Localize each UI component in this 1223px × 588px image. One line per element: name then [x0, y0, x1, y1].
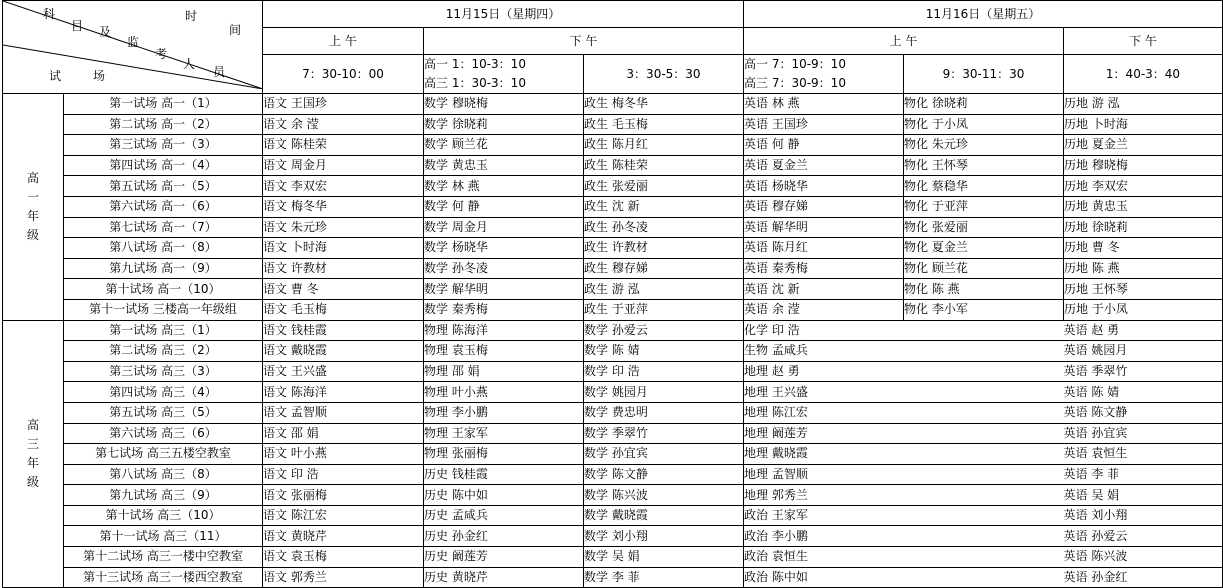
- proctor-cell: 英语 秦秀梅: [744, 258, 904, 279]
- grade-label-char: 高: [26, 417, 39, 432]
- proctor-cell: 政生 陈月红: [584, 135, 744, 156]
- proctor-cell: 物化 陈 燕: [904, 279, 1064, 300]
- proctor-cell: 地理 孟智顺: [744, 464, 904, 485]
- proctor-cell: 数学 刘小翔: [584, 526, 744, 547]
- proctor-cell: 生物 孟咸兵: [744, 341, 904, 362]
- proctor-cell: 政治 陈中如: [744, 567, 904, 588]
- room-cell: 第三试场 高三（3）: [64, 361, 263, 382]
- proctor-cell: 语文 卜时海: [263, 238, 424, 259]
- proctor-cell: 语文 叶小燕: [263, 444, 424, 465]
- proctor-cell: 语文 余 滢: [263, 114, 424, 135]
- proctor-cell: 地理 郭秀兰: [744, 485, 904, 506]
- proctor-cell: 历地 王怀琴: [1064, 279, 1223, 300]
- proctor-cell: 英语 孙金红: [1064, 567, 1223, 588]
- proctor-cell: 物理 叶小燕: [424, 382, 584, 403]
- proctor-cell: 数学 李 菲: [584, 567, 744, 588]
- proctor-cell: [904, 526, 1064, 547]
- proctor-cell: 语文 钱桂霞: [263, 320, 424, 341]
- proctor-cell: 语文 印 浩: [263, 464, 424, 485]
- table-row: [3, 567, 1223, 588]
- corner-word: 时: [185, 9, 198, 23]
- table-row: [3, 464, 1223, 485]
- proctor-cell: [904, 444, 1064, 465]
- proctor-cell: 物理 张丽梅: [424, 444, 584, 465]
- proctor-cell: 地理 陈江宏: [744, 402, 904, 423]
- proctor-cell: 数学 陈 婧: [584, 341, 744, 362]
- proctor-cell: [904, 341, 1064, 362]
- day2-header: 11月16日（星期五）: [744, 1, 1223, 28]
- corner-word: 员: [213, 65, 226, 79]
- proctor-cell: [904, 547, 1064, 568]
- proctor-cell: 政治 袁恒生: [744, 547, 904, 568]
- proctor-cell: 地理 王兴盛: [744, 382, 904, 403]
- proctor-cell: 语文 陈江宏: [263, 505, 424, 526]
- table-row: [3, 217, 1223, 238]
- corner-word: 目: [71, 19, 84, 33]
- proctor-cell: 语文 陈桂荣: [263, 135, 424, 156]
- proctor-cell: [904, 505, 1064, 526]
- proctor-cell: [904, 361, 1064, 382]
- proctor-cell: 政治 李小鹏: [744, 526, 904, 547]
- proctor-cell: 数学 黄忠玉: [424, 155, 584, 176]
- proctor-cell: 语文 袁玉梅: [263, 547, 424, 568]
- proctor-cell: 政生 穆存娣: [584, 258, 744, 279]
- grade-label-char: 三: [26, 436, 39, 451]
- proctor-cell: 英语 沈 新: [744, 279, 904, 300]
- proctor-cell: 数学 解华明: [424, 279, 584, 300]
- corner-word: 监: [127, 35, 140, 49]
- corner-word: 科: [43, 7, 56, 21]
- proctor-cell: 物化 于小凤: [904, 114, 1064, 135]
- proctor-cell: 英语 何 静: [744, 135, 904, 156]
- proctor-cell: 物理 邵 娟: [424, 361, 584, 382]
- grade1-label: [3, 94, 64, 321]
- proctor-cell: 历史 钱桂霞: [424, 464, 584, 485]
- room-cell: 第十一试场 三楼高一年级组: [64, 299, 263, 320]
- grade-label-char: 级: [26, 227, 39, 242]
- proctor-cell: 英语 解华明: [744, 217, 904, 238]
- room-cell: 第十二试场 高三一楼中空教室: [64, 547, 263, 568]
- proctor-cell: 语文 王国珍: [263, 94, 424, 115]
- table-row: [3, 176, 1223, 197]
- proctor-cell: 地理 戴晓霞: [744, 444, 904, 465]
- proctor-cell: 英语 季翠竹: [1064, 361, 1223, 382]
- proctor-cell: 语文 孟智顺: [263, 402, 424, 423]
- table-row: [3, 402, 1223, 423]
- proctor-cell: 物理 袁玉梅: [424, 341, 584, 362]
- proctor-cell: 数学 陈兴波: [584, 485, 744, 506]
- table-row: [3, 485, 1223, 506]
- proctor-cell: 英语 孙宜宾: [1064, 423, 1223, 444]
- proctor-cell: 物化 王怀琴: [904, 155, 1064, 176]
- grade-label-char: 高: [26, 170, 39, 185]
- room-cell: 第九试场 高一（9）: [64, 258, 263, 279]
- proctor-cell: 数学 姚园月: [584, 382, 744, 403]
- day2-am-header: 上 午: [744, 28, 1064, 55]
- proctor-cell: 历地 徐晓莉: [1064, 217, 1223, 238]
- proctor-cell: 物化 夏金兰: [904, 238, 1064, 259]
- proctor-cell: 化学 印 浩: [744, 320, 904, 341]
- grade3-label: [3, 320, 64, 588]
- proctor-cell: 历史 阚莲芳: [424, 547, 584, 568]
- proctor-cell: 数学 季翠竹: [584, 423, 744, 444]
- proctor-cell: 政生 于亚萍: [584, 299, 744, 320]
- proctor-cell: 政生 游 泓: [584, 279, 744, 300]
- room-cell: 第七试场 高一（7）: [64, 217, 263, 238]
- proctor-cell: 数学 杨晓华: [424, 238, 584, 259]
- proctor-cell: 物化 于亚萍: [904, 196, 1064, 217]
- corner-word: 场: [93, 69, 106, 83]
- proctor-cell: 英语 陈月红: [744, 238, 904, 259]
- grade-label-char: 年: [26, 455, 39, 470]
- proctor-cell: 地理 阚莲芳: [744, 423, 904, 444]
- room-cell: 第十试场 高一（10）: [64, 279, 263, 300]
- proctor-cell: 数学 陈文静: [584, 464, 744, 485]
- proctor-cell: 物理 王家军: [424, 423, 584, 444]
- table-row: [3, 94, 1223, 115]
- proctor-cell: 英语 袁恒生: [1064, 444, 1223, 465]
- proctor-cell: 英语 李 菲: [1064, 464, 1223, 485]
- proctor-cell: 数学 印 浩: [584, 361, 744, 382]
- proctor-cell: 数学 戴晓霞: [584, 505, 744, 526]
- proctor-cell: 历史 孟咸兵: [424, 505, 584, 526]
- day1-am-slot: 7：30-10：00: [263, 55, 424, 94]
- proctor-cell: 政生 毛玉梅: [584, 114, 744, 135]
- proctor-cell: 英语 王国珍: [744, 114, 904, 135]
- proctor-cell: 数学 孙爱云: [584, 320, 744, 341]
- proctor-cell: [904, 485, 1064, 506]
- room-cell: 第四试场 高三（4）: [64, 382, 263, 403]
- corner-word: 考: [155, 47, 168, 61]
- proctor-cell: 历史 孙金红: [424, 526, 584, 547]
- room-cell: 第四试场 高一（4）: [64, 155, 263, 176]
- proctor-cell: 历地 卜时海: [1064, 114, 1223, 135]
- table-row: [3, 279, 1223, 300]
- proctor-cell: [904, 423, 1064, 444]
- proctor-cell: 历地 曹 冬: [1064, 238, 1223, 259]
- day2-pm-header: 下 午: [1064, 28, 1223, 55]
- slot-line: 高三 7：30-9：10: [744, 76, 846, 90]
- proctor-cell: 数学 顾兰花: [424, 135, 584, 156]
- proctor-cell: [904, 464, 1064, 485]
- day1-pm-slot-b: 3：30-5：30: [584, 55, 744, 94]
- proctor-cell: 英语 陈兴波: [1064, 547, 1223, 568]
- grade-label-char: 一: [26, 189, 39, 204]
- corner-word: 人: [183, 57, 196, 71]
- grade-label-char: 年: [26, 208, 39, 223]
- proctor-cell: 物理 陈海洋: [424, 320, 584, 341]
- table-row: [3, 505, 1223, 526]
- proctor-cell: 英语 陈 婧: [1064, 382, 1223, 403]
- table-row: [3, 547, 1223, 568]
- slot-line: 高三 1：30-3：10: [424, 76, 526, 90]
- day2-am-slot-a: [744, 55, 904, 94]
- corner-header-cell: [3, 1, 263, 94]
- proctor-cell: 英语 林 燕: [744, 94, 904, 115]
- room-cell: 第十三试场 高三一楼西空教室: [64, 567, 263, 588]
- proctor-cell: 数学 孙宜宾: [584, 444, 744, 465]
- proctor-cell: 数学 孙冬凌: [424, 258, 584, 279]
- proctor-cell: 语文 陈海洋: [263, 382, 424, 403]
- table-row: [3, 361, 1223, 382]
- proctor-cell: 语文 许教材: [263, 258, 424, 279]
- corner-word: 试: [49, 69, 62, 83]
- proctor-cell: 英语 穆存娣: [744, 196, 904, 217]
- room-cell: 第二试场 高一（2）: [64, 114, 263, 135]
- proctor-cell: 数学 吴 娟: [584, 547, 744, 568]
- table-row: [3, 196, 1223, 217]
- proctor-cell: 物化 徐晓莉: [904, 94, 1064, 115]
- proctor-cell: 物化 蔡稳华: [904, 176, 1064, 197]
- proctor-cell: 物化 朱元珍: [904, 135, 1064, 156]
- proctor-cell: 历史 陈中如: [424, 485, 584, 506]
- slot-line: 高一 7：10-9：10: [744, 57, 846, 71]
- table-row: [3, 135, 1223, 156]
- proctor-cell: 历地 陈 燕: [1064, 258, 1223, 279]
- exam-schedule-table: [2, 0, 1223, 588]
- table-row: [3, 423, 1223, 444]
- proctor-cell: 政治 王家军: [744, 505, 904, 526]
- proctor-cell: 物理 李小鹏: [424, 402, 584, 423]
- corner-word: 及: [99, 25, 112, 39]
- room-cell: 第六试场 高三（6）: [64, 423, 263, 444]
- room-cell: 第十一试场 高三（11）: [64, 526, 263, 547]
- proctor-cell: 历地 于小凤: [1064, 299, 1223, 320]
- room-cell: 第六试场 高一（6）: [64, 196, 263, 217]
- proctor-cell: 数学 秦秀梅: [424, 299, 584, 320]
- room-cell: 第一试场 高三（1）: [64, 320, 263, 341]
- proctor-cell: 英语 陈文静: [1064, 402, 1223, 423]
- proctor-cell: 语文 李双宏: [263, 176, 424, 197]
- proctor-cell: 英语 夏金兰: [744, 155, 904, 176]
- proctor-cell: 英语 余 滢: [744, 299, 904, 320]
- proctor-cell: 语文 梅冬华: [263, 196, 424, 217]
- table-row: [3, 444, 1223, 465]
- proctor-cell: 语文 朱元珍: [263, 217, 424, 238]
- table-row: [3, 526, 1223, 547]
- proctor-cell: 语文 毛玉梅: [263, 299, 424, 320]
- proctor-cell: 英语 吴 娟: [1064, 485, 1223, 506]
- room-cell: 第八试场 高一（8）: [64, 238, 263, 259]
- room-cell: 第一试场 高一（1）: [64, 94, 263, 115]
- proctor-cell: 英语 杨晓华: [744, 176, 904, 197]
- room-cell: 第三试场 高一（3）: [64, 135, 263, 156]
- grade-label-char: 级: [26, 474, 39, 489]
- table-row: [3, 341, 1223, 362]
- room-cell: 第二试场 高三（2）: [64, 341, 263, 362]
- proctor-cell: 政生 沈 新: [584, 196, 744, 217]
- slot-line: 高一 1：10-3：10: [424, 57, 526, 71]
- proctor-cell: 英语 姚园月: [1064, 341, 1223, 362]
- proctor-cell: [904, 320, 1064, 341]
- proctor-cell: 政生 梅冬华: [584, 94, 744, 115]
- proctor-cell: 历地 李双宏: [1064, 176, 1223, 197]
- proctor-cell: 数学 林 燕: [424, 176, 584, 197]
- day1-am-header: 上 午: [263, 28, 424, 55]
- proctor-cell: 英语 赵 勇: [1064, 320, 1223, 341]
- room-cell: 第五试场 高一（5）: [64, 176, 263, 197]
- table-row: [3, 320, 1223, 341]
- proctor-cell: 物化 李小军: [904, 299, 1064, 320]
- table-row: [3, 382, 1223, 403]
- proctor-cell: [904, 402, 1064, 423]
- proctor-cell: 英语 刘小翔: [1064, 505, 1223, 526]
- proctor-cell: 语文 曹 冬: [263, 279, 424, 300]
- proctor-cell: [904, 567, 1064, 588]
- proctor-cell: 物化 张爱丽: [904, 217, 1064, 238]
- room-cell: 第九试场 高三（9）: [64, 485, 263, 506]
- day2-pm-slot: 1：40-3：40: [1064, 55, 1223, 94]
- proctor-cell: 语文 邵 娟: [263, 423, 424, 444]
- proctor-cell: 语文 王兴盛: [263, 361, 424, 382]
- proctor-cell: 地理 赵 勇: [744, 361, 904, 382]
- proctor-cell: 历地 游 泓: [1064, 94, 1223, 115]
- proctor-cell: 历地 夏金兰: [1064, 135, 1223, 156]
- day1-pm-header: 下 午: [424, 28, 744, 55]
- proctor-cell: 政生 陈桂荣: [584, 155, 744, 176]
- proctor-cell: 数学 费忠明: [584, 402, 744, 423]
- proctor-cell: 语文 周金月: [263, 155, 424, 176]
- room-cell: 第五试场 高三（5）: [64, 402, 263, 423]
- proctor-cell: 英语 孙爱云: [1064, 526, 1223, 547]
- proctor-cell: 政生 张爱丽: [584, 176, 744, 197]
- day1-header: 11月15日（星期四）: [263, 1, 744, 28]
- table-row: [3, 238, 1223, 259]
- corner-word: 间: [229, 23, 242, 37]
- proctor-cell: 数学 何 静: [424, 196, 584, 217]
- table-row: [3, 258, 1223, 279]
- room-cell: 第十试场 高三（10）: [64, 505, 263, 526]
- table-row: [3, 114, 1223, 135]
- proctor-cell: 历地 黄忠玉: [1064, 196, 1223, 217]
- proctor-cell: 历地 穆晓梅: [1064, 155, 1223, 176]
- table-row: [3, 299, 1223, 320]
- proctor-cell: 语文 戴晓霞: [263, 341, 424, 362]
- table-row: [3, 155, 1223, 176]
- room-cell: 第七试场 高三五楼空教室: [64, 444, 263, 465]
- proctor-cell: [904, 382, 1064, 403]
- proctor-cell: 语文 黄晓芹: [263, 526, 424, 547]
- day1-pm-slot-a: [424, 55, 584, 94]
- proctor-cell: 政生 孙冬凌: [584, 217, 744, 238]
- day2-am-slot-b: 9：30-11：30: [904, 55, 1064, 94]
- proctor-cell: 历史 黄晓芹: [424, 567, 584, 588]
- proctor-cell: 数学 周金月: [424, 217, 584, 238]
- proctor-cell: 政生 许教材: [584, 238, 744, 259]
- proctor-cell: 语文 张丽梅: [263, 485, 424, 506]
- proctor-cell: 物化 顾兰花: [904, 258, 1064, 279]
- room-cell: 第八试场 高三（8）: [64, 464, 263, 485]
- proctor-cell: 语文 郭秀兰: [263, 567, 424, 588]
- proctor-cell: 数学 徐晓莉: [424, 114, 584, 135]
- proctor-cell: 数学 穆晓梅: [424, 94, 584, 115]
